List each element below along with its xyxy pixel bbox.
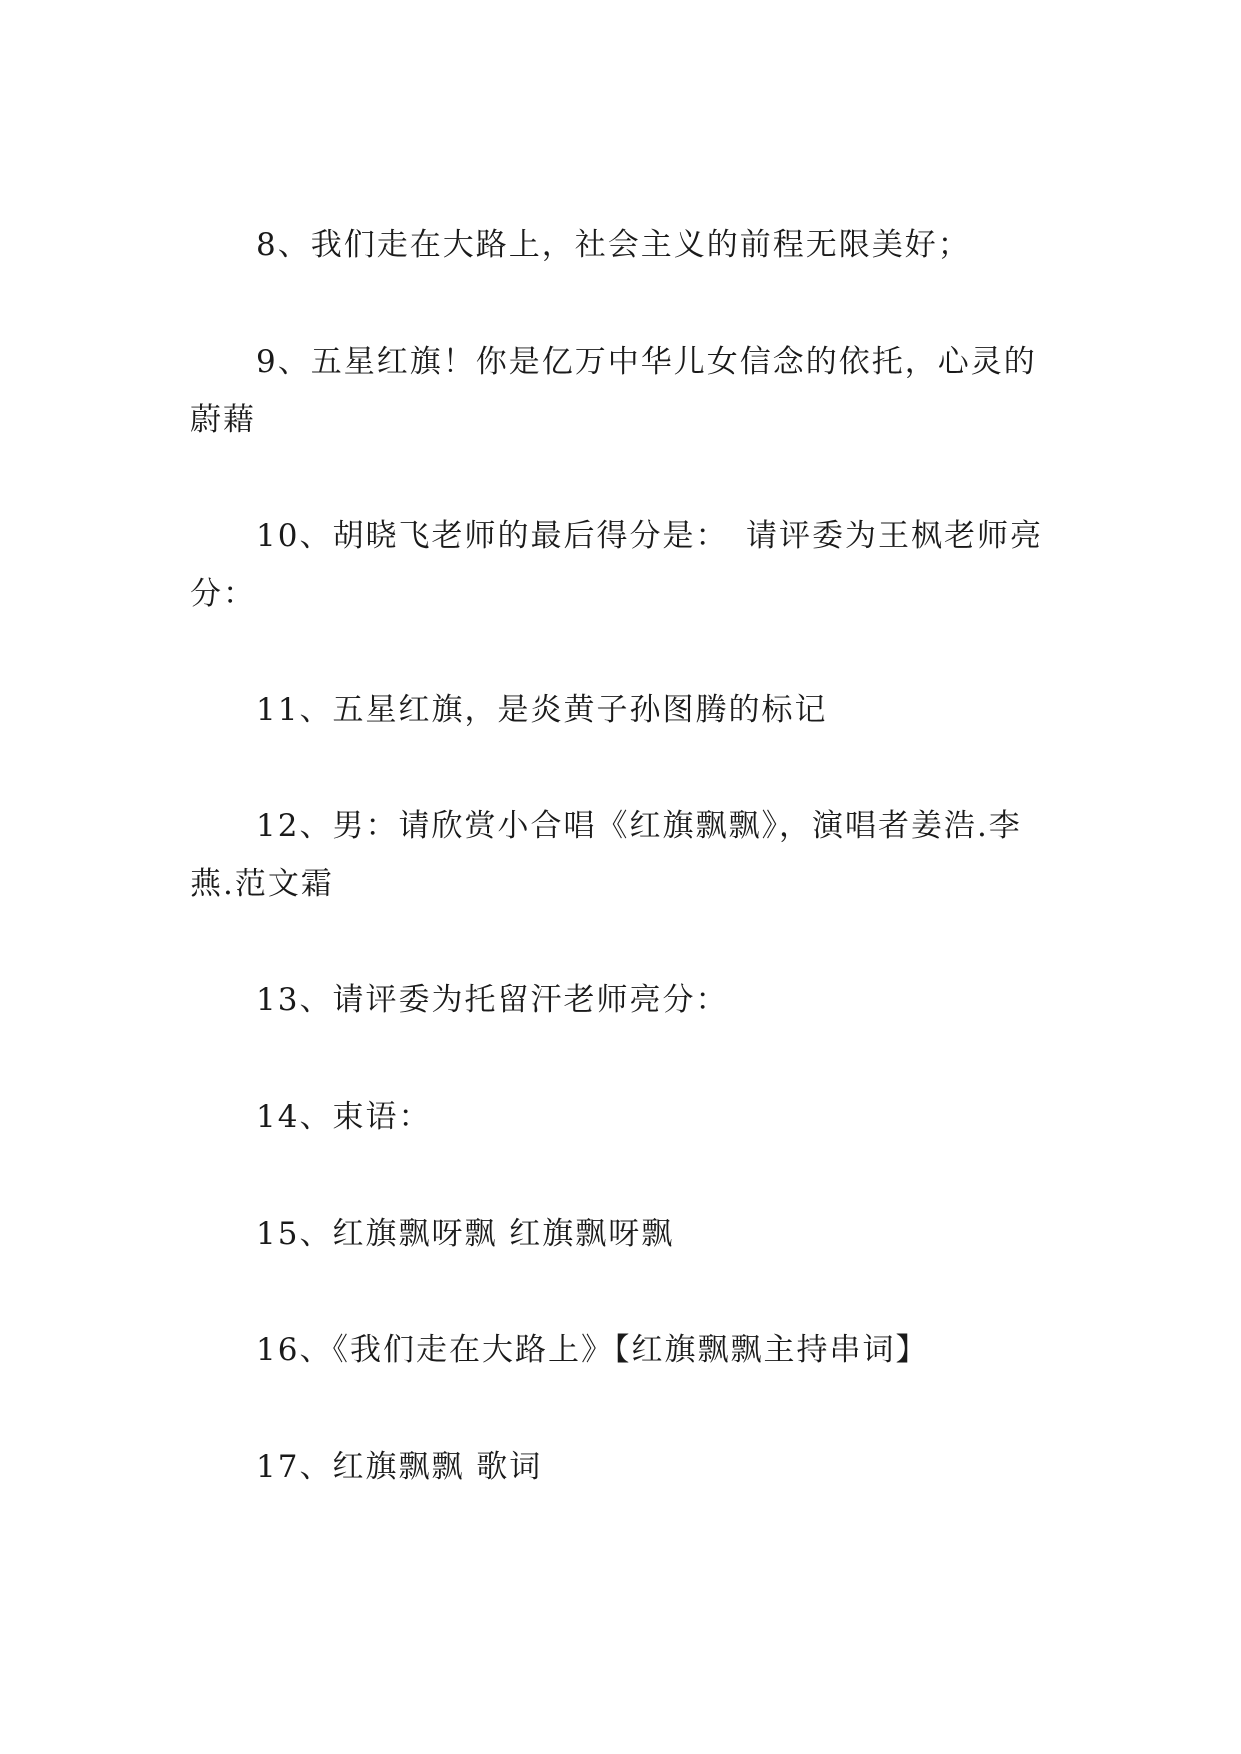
list-item-11: 11、五星红旗，是炎黄子孙图腾的标记 xyxy=(256,692,828,728)
list-item-8: 8、我们走在大路上，社会主义的前程无限美好； xyxy=(256,227,971,263)
list-item-10: 10、胡晓飞老师的最后得分是： 请评委为王枫老师亮分： xyxy=(190,518,1043,612)
list-item-14: 14、束语： xyxy=(256,1099,432,1135)
list-item-13: 13、请评委为托留汗老师亮分： xyxy=(256,982,729,1018)
list-item-15: 15、红旗飘呀飘 红旗飘呀飘 xyxy=(256,1216,675,1252)
list-item-12: 12、男：请欣赏小合唱《红旗飘飘》，演唱者姜浩.李燕.范文霜 xyxy=(190,808,1022,902)
list-item-17: 17、红旗飘飘 歌词 xyxy=(256,1449,543,1485)
list-item-16: 16、《我们走在大路上》【红旗飘飘主持串词】 xyxy=(256,1332,929,1368)
list-item-9: 9、五星红旗！你是亿万中华儿女信念的依托，心灵的蔚藉 xyxy=(190,344,1037,438)
